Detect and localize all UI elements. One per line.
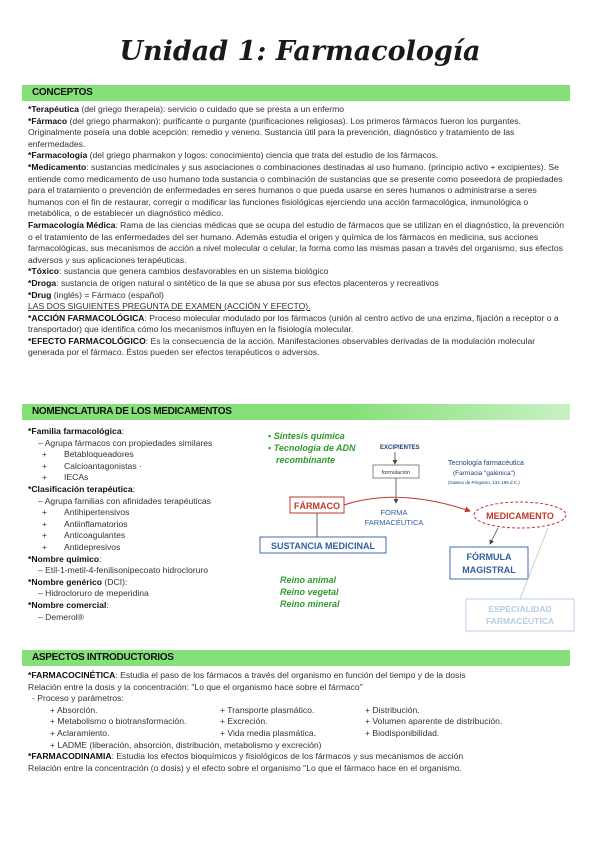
concept-droga (28, 278, 568, 290)
nombre-generico-value: – Hidrocloruro de meperidina (38, 588, 149, 599)
term-nombre-generico: *Nombre genérico (28, 576, 103, 587)
term: *Fármaco (28, 115, 68, 126)
parametros-grid (28, 705, 568, 751)
aspectos-body (28, 670, 568, 774)
adn-label-2: recombinante (276, 455, 336, 465)
definition: (del griego therapeia): servicio o cuidado que se presta a un enfermo (78, 104, 345, 114)
section-header-aspectos: ASPECTOS INTRODUCTORIOS (22, 650, 570, 666)
list-item: + Absorción. (50, 705, 220, 717)
farmacodinamia (28, 751, 568, 763)
conceptos-body (28, 104, 568, 359)
list-item: + Antihipertensivos (28, 507, 258, 519)
generico-suffix: (DCI): (102, 576, 128, 587)
term: *Drug (28, 289, 52, 300)
list-item: + LADME (liberación, absorción, distribución, metabolismo y excreción) (50, 740, 555, 752)
list-item: + Aclaramiento. (50, 728, 220, 740)
list-item: + Antidepresivos (28, 542, 258, 554)
definition: : Estudia el paso de los fármacos a través del organismo en función del tiempo y de la dosis (115, 670, 466, 680)
sustancia-label: SUSTANCIA MEDICINAL (271, 541, 375, 551)
definition: : sustancia que genera cambios desfavorables en un sistema biológico (59, 266, 329, 277)
term: *FARMACOCINÉTICA (28, 670, 116, 680)
reino-mineral-label: Reino mineral (280, 599, 340, 609)
term: *FARMACODINAMIA (28, 751, 112, 762)
definition: : Proceso molecular modulado por los fármacos (unión al centro activo de una enzima, fijación a receptor o a transportador) que identifica cómo los mecanismos influyen en la fisiología molecular. (28, 312, 559, 335)
section-header-conceptos: CONCEPTOS (22, 85, 570, 101)
concept-farmacologia-medica (28, 220, 568, 266)
reino-animal-label: Reino animal (280, 575, 337, 585)
farmacocinetica-relacion: Relación entre la dosis y la concentración: "Lo que el organismo hace sobre el fármaco" (28, 681, 363, 692)
list-item: + Betabloqueadores (28, 449, 258, 461)
term-nombre-comercial: *Nombre comercial (28, 599, 107, 610)
farmacocinetica (28, 670, 568, 682)
formulacion-label: formulación (381, 470, 411, 476)
familia-desc: – Agrupa fármacos con propiedades similares (38, 437, 213, 448)
exam-note: LAS DOS SIGUIENTES PREGUNTA DE EXAMEN (ACCIÓN Y EFECTO). (28, 301, 311, 312)
farmacodinamia-relacion: Relación entre la concentración (o dosis) y el efecto sobre el organismo "Lo que el fármaco hace en el organismo. (28, 762, 462, 773)
excipientes-label: EXCIPIENTES (380, 445, 420, 451)
list-item: + Vida media plasmática. (220, 728, 365, 740)
farmaceutica-faded-label: FARMACÉUTICA (486, 616, 554, 626)
forma-label: FORMA (380, 508, 408, 517)
section-header-nomenclatura: NOMENCLATURA DE LOS MEDICAMENTOS (22, 404, 570, 420)
list-item: + Distribución. (365, 705, 555, 717)
definition: : Rama de las ciencias médicas que se ocupa del estudio de fármacos que se utilizan en el diagnóstico, la prevención o el tratamiento de las enfermedades del ser humano. Además estudia el origen y química de los fármacos en medicina, sus acciones farmacológicas, sus mecanismos de acción a nivel molecular o celular, la forma como las mismas pasan a través del organismo, sus efectos adversos y sus aplicaciones terapéuticas. (28, 219, 564, 265)
formula-label: FÓRMULA (466, 552, 512, 562)
especialidad-label: ESPECIALIDAD (488, 604, 552, 614)
tecnologia-label: Tecnología farmacéutica (448, 460, 524, 467)
list-item: + Calcioantagonistas · (28, 461, 258, 473)
term: *Medicamento (28, 161, 87, 172)
galenica-label: (Farmacia "galénica") (453, 470, 516, 477)
proceso-label: - Proceso y parámetros: (32, 693, 124, 704)
concept-terapeutica (28, 104, 568, 116)
magistral-label: MAGISTRAL (462, 565, 516, 575)
sintesis-label: ▪ Síntesis química (268, 431, 345, 441)
term: *Droga (28, 277, 57, 288)
concept-farmaco (28, 116, 568, 151)
galeno-label: (Galeno de Pérgamo, 131-199 d.C.) (448, 480, 520, 485)
term: *EFECTO FARMACOLÓGICO (28, 335, 146, 346)
term: *Tóxico (28, 266, 60, 277)
definition: : Es la consecuencia de la acción. Manifestaciones observables derivadas de la modulación molecular generada por el fármaco. Éstos pueden ser efectos terapéuticos o adversos. (28, 335, 536, 358)
definition: (del griego pharmakon y logos: conocimiento) ciencia que trata del estudio de los fármacos. (87, 150, 439, 161)
definition: (inglés) = Fármaco (español) (51, 289, 164, 300)
page-title: Unidad 1: Farmacología (119, 36, 481, 67)
list-item: + Anticoagulantes (28, 530, 258, 542)
term: Farmacología Médica (28, 219, 116, 230)
definition: : sustancia de origen natural o sintético de la que se abusa por sus efectos placenteros y recreativos (56, 277, 439, 288)
term: *Terapéutica (28, 104, 79, 114)
definition: (del griego pharmakon): purificante o purgante (purificaciones religiosas). Los primeros fármacos fueron los purgantes. Originalmente poseía una doble acepción: remedio y veneno. Sustancia útil para la prevención, diagnóstico y tratamiento de las enfermedades. (28, 115, 521, 149)
nomenclatura-body: *Familia farmacológica: – Agrupa fármacos con propiedades similares + Betabloqueadores + Calcioantagonistas · + IECAs *Clasificación terapéutica: – Agrupa familias con afinidades terapéuticas + Antihipertensivos + Antiinflamatorios + Anticoagulantes + Antidepresivos *Nombre químico: – Etil-1-metil-4-fenilisonipecoato hidrocloruro *Nombre genérico (DCI): – Hidrocloruro de meperidina *Nombre comercial: – Demerol® (28, 426, 258, 623)
concept-accion (28, 313, 568, 336)
term-familia: *Familia farmacológica (28, 426, 122, 436)
list-item: + Metabolismo o biotransformación. (50, 716, 220, 728)
definition: : sustancias medicinales y sus asociaciones o combinaciones destinadas al uso humano. (principio activo + excipientes). Se entiende como medicamento de uso humano toda sustancia o combinación de sustancias que se presente como poseedora de propiedades para el tratamiento o prevención de enfermedades en seres humanos o que pueda usarse en seres humanos o administrarse a seres humanos con el fin de restaurar, corregir o modificar las funciones fisiológicas ejerciendo una acción farmacológica, inmunológica o metabólica, o de establecer un diagnóstico médico. (28, 161, 563, 219)
drug-origin-diagram (258, 427, 588, 637)
list-item: + Volumen aparente de distribución. (365, 716, 555, 728)
farmaco-label: FÁRMACO (294, 501, 340, 511)
nombre-quimico-value: – Etil-1-metil-4-fenilisonipecoato hidrocloruro (38, 565, 209, 576)
medicamento-formula-arrow (490, 528, 498, 544)
list-item: + IECAs (28, 472, 258, 484)
list-item: + Antiinflamatorios (28, 519, 258, 531)
concept-medicamento (28, 162, 568, 220)
medicamento-label: MEDICAMENTO (486, 511, 554, 521)
adn-label: ▪ Tecnología de ADN (268, 443, 356, 453)
nombre-comercial-value: – Demerol® (38, 611, 84, 622)
concept-toxico (28, 266, 568, 278)
definition: : Estudia los efectos bioquímicos y fisiológicos de los fármacos y sus mecanismos de acción (111, 751, 464, 762)
reino-vegetal-label: Reino vegetal (280, 587, 339, 597)
list-item: + Excreción. (220, 716, 365, 728)
list-item: + Transporte plasmático. (220, 705, 365, 717)
concept-efecto (28, 336, 568, 359)
farmaceutica-label: FARMACÉUTICA (364, 518, 424, 527)
familia-list (28, 449, 258, 484)
concept-drug (28, 290, 568, 302)
term-clasificacion: *Clasificación terapéutica (28, 483, 133, 494)
clasificacion-list (28, 507, 258, 553)
list-item: + Biodisponibilidad. (365, 728, 555, 740)
term: *ACCIÓN FARMACOLÓGICA (28, 312, 145, 323)
concept-farmacologia (28, 150, 568, 162)
clasificacion-desc: – Agrupa familias con afinidades terapéuticas (38, 495, 211, 506)
term: *Farmacología (28, 150, 88, 161)
term-nombre-quimico: *Nombre químico (28, 553, 100, 564)
